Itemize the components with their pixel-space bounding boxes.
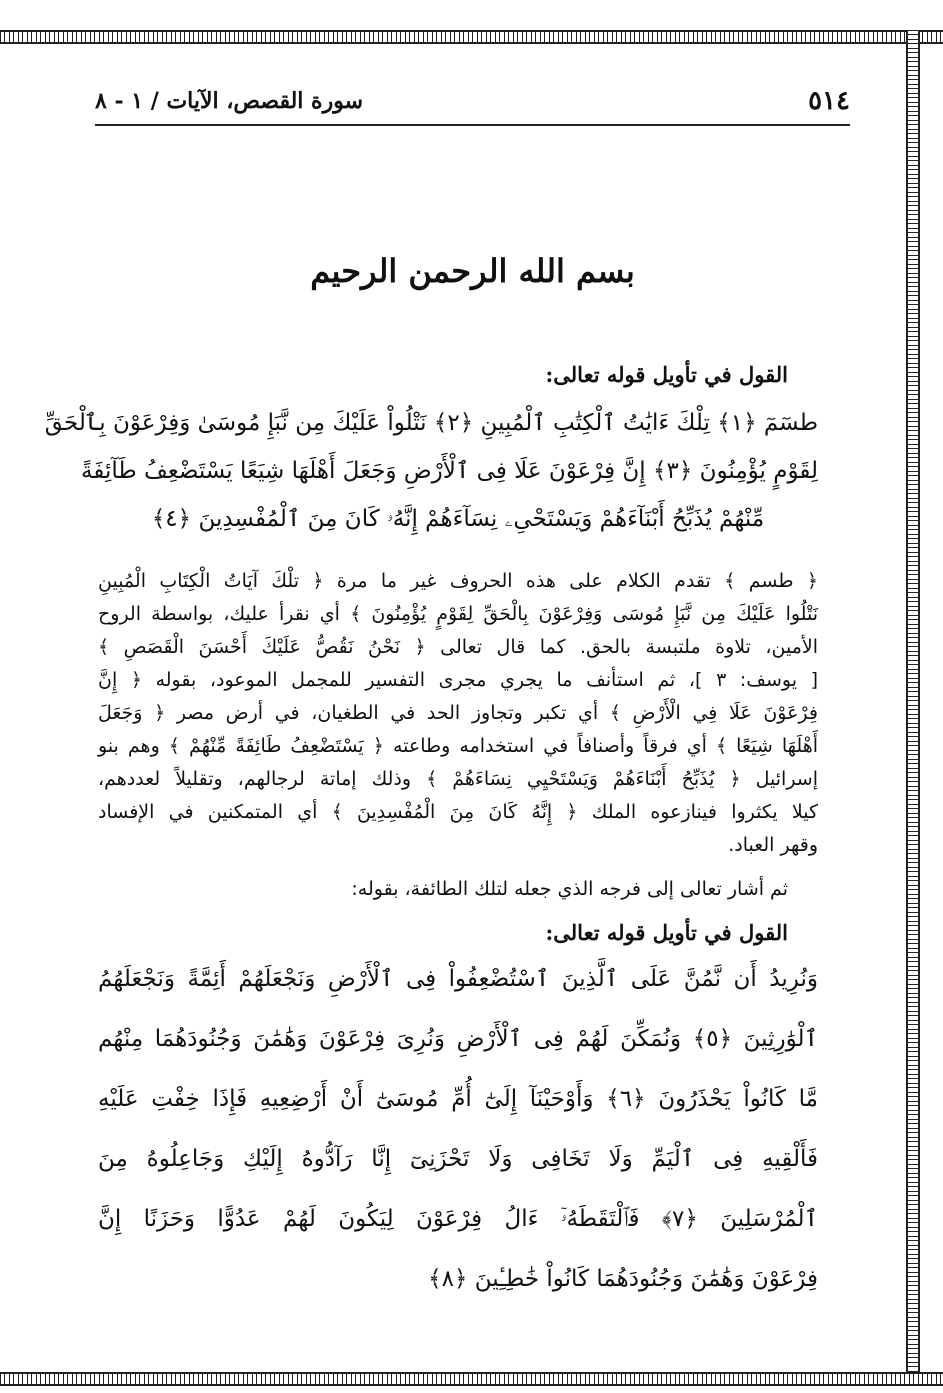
verse-line: فَأَلْقِيهِ فِى ٱلْيَمِّ وَلَا تَخَافِى وَلَا تَحْزَنِىٓ إِنَّا رَآدُّوهُ إِلَيْكِ وَجَاعِلُوهُ مِنَ: [98, 1146, 818, 1172]
header-rule: [95, 124, 850, 126]
tafsir-line: إسرائيل ﴿ يُذَبِّحُ أَبْنَاءَهُمْ وَيَسْتَحْيِي نِسَاءَهُمْ ﴾ وذلك إماتة لرجالهم، وتقليلاً لعددهم،: [98, 768, 818, 790]
verse-line: فِرْعَوْنَ وَهَٰمَٰنَ وَجُنُودَهُمَا كَانُواْ خَٰطِـِٔينَ ﴿٨﴾: [428, 1266, 818, 1292]
tafsir-line: أَهْلَهَا شِيَعًا ﴾ أي فرقاً وأصنافاً في استخدامه وطاعته ﴿ يَسْتَضْعِفُ طَائِفَةً مِّنْهُمْ ﴾ وهم بنو: [98, 735, 818, 757]
tafsir-line: الأمين، تلاوة ملتبسة بالحق. كما قال تعالى ﴿ نَحْنُ نَقُصُّ عَلَيْكَ أَحْسَنَ الْقَصَصِ ﴾: [98, 636, 818, 658]
page-border-bottom: [0, 1372, 943, 1386]
section-heading: القول في تأويل قوله تعالى:: [545, 362, 788, 387]
page-header: [95, 86, 850, 122]
section-heading: القول في تأويل قوله تعالى:: [545, 920, 788, 945]
verse-line: طسٓمٓ ﴿١﴾ تِلْكَ ءَايَٰتُ ٱلْكِتَٰبِ ٱلْمُبِينِ ﴿٢﴾ نَتْلُواْ عَلَيْكَ مِن نَّبَإِ مُوسَىٰ وَفِرْعَوْنَ بِٱلْحَقِّ: [44, 410, 818, 436]
running-title: سورة القصص، الآيات / ١ - ٨: [95, 88, 364, 114]
transition-line: ثم أشار تعالى إلى فرجه الذي جعله لتلك الطائفة، بقوله:: [351, 878, 788, 900]
tafsir-line: وقهر العباد.: [728, 834, 818, 856]
verse-line: وَنُرِيدُ أَن نَّمُنَّ عَلَى ٱلَّذِينَ ٱسْتُضْعِفُواْ فِى ٱلْأَرْضِ وَنَجْعَلَهُمْ أَئِمَّةً وَنَجْعَلَهُمُ: [98, 966, 818, 992]
tafsir-line: فِرْعَوْنَ عَلَا فِي الْأَرْضِ ﴾ أي تكبر وتجاوز الحد في الطغيان، في أرض مصر ﴿ وَجَعَلَ: [98, 702, 818, 724]
page-border-top: [0, 30, 943, 44]
verse-line: مِّنْهُمْ يُذَبِّحُ أَبْنَآءَهُمْ وَيَسْتَحْىِۦ نِسَآءَهُمْ إِنَّهُۥ كَانَ مِنَ ٱلْمُفْسِدِينَ ﴿٤﴾: [151, 506, 765, 532]
page-border-right: [906, 30, 920, 1386]
verse-line: مَّا كَانُواْ يَحْذَرُونَ ﴿٦﴾ وَأَوْحَيْنَآ إِلَىٰٓ أُمِّ مُوسَىٰٓ أَنْ أَرْضِعِيهِ فَإِذَا خِفْتِ عَلَيْهِ: [98, 1086, 819, 1112]
basmala: بسم الله الرحمن الرحيم: [310, 252, 635, 290]
verse-line: ٱلْوَٰرِثِينَ ﴿٥﴾ وَنُمَكِّنَ لَهُمْ فِى ٱلْأَرْضِ وَنُرِىَ فِرْعَوْنَ وَهَٰمَٰنَ وَجُنُودَهُمَا مِنْهُم: [98, 1026, 818, 1052]
tafsir-line: [ يوسف: ٣ ]، ثم استأنف ما يجري مجرى التفسير للمجمل الموعود، بقوله ﴿ إِنَّ: [98, 669, 818, 691]
verse-line: لِقَوْمٍ يُؤْمِنُونَ ﴿٣﴾ إِنَّ فِرْعَوْنَ عَلَا فِى ٱلْأَرْضِ وَجَعَلَ أَهْلَهَا شِيَعًا يَسْتَضْعِفُ طَآئِفَةً: [80, 458, 818, 484]
tafsir-line: نَتْلُوا عَلَيْكَ مِن نَّبَإِ مُوسَى وَفِرْعَوْنَ بِالْحَقِّ لِقَوْمٍ يُؤْمِنُونَ ﴾ أي نقرأ عليك، بواسطة الروح: [98, 603, 818, 625]
verse-line: ٱلْمُرْسَلِينَ ﴿٧﴾ فَٱلْتَقَطَهُۥٓ ءَالُ فِرْعَوْنَ لِيَكُونَ لَهُمْ عَدُوًّا وَحَزَنًا إِنَّ: [98, 1206, 818, 1232]
tafsir-line: كيلا يكثروا فينازعوه الملك ﴿ إِنَّهُ كَانَ مِنَ الْمُفْسِدِينَ ﴾ أي المتمكنين في الإفساد: [98, 801, 818, 823]
tafsir-line: ﴿ طسم ﴾ تقدم الكلام على هذه الحروف غير ما مرة ﴿ تلْكَ آيَاتُ الْكِتَابِ الْمُبِينِ: [98, 570, 818, 592]
page-number: ٥١٤: [808, 86, 850, 116]
